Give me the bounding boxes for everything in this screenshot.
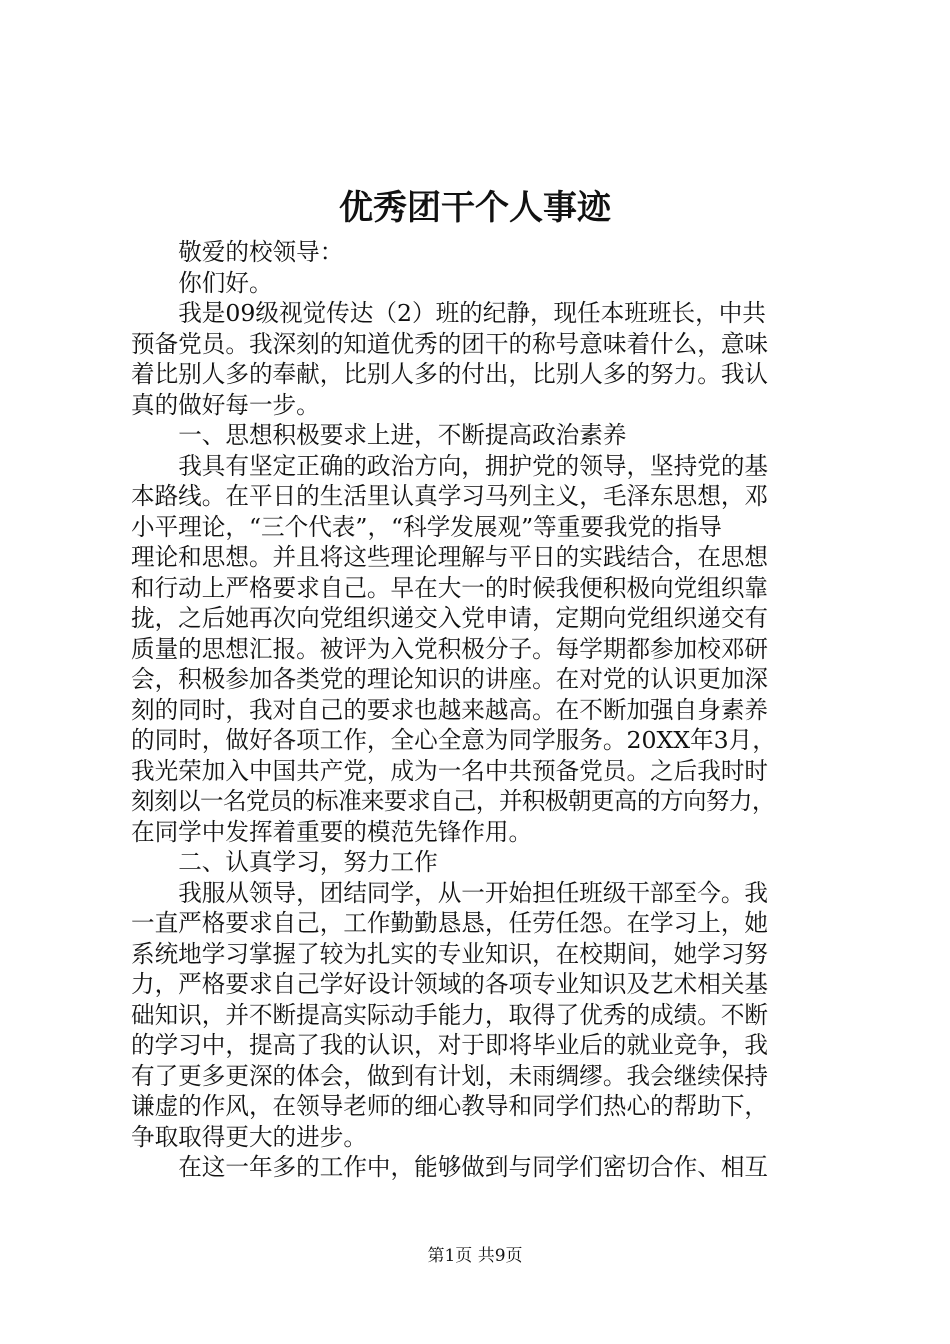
section2-line: 一直严格要求自己，工作勤勤恳恳，任劳任怨。在学习上，她 [131,909,769,937]
section1-line: 我具有坚定正确的政治方向，拥护党的领导，坚持党的基 [178,451,769,480]
section2-line: 础知识，并不断提高实际动手能力，取得了优秀的成绩。不断 [131,1000,769,1029]
section1-line: 刻的同时，我对自己的要求也越来越高。在不断加强自身素养 [131,695,769,724]
section2-line: 力，严格要求自己学好设计领域的各项专业知识及艺术相关基 [131,970,769,998]
intro-line: 我是09级视觉传达（2）班的纪静，现任本班班长，中共 [178,299,766,327]
section1-line: 理论和思想。并且将这些理论理解与平日的实践结合，在思想 [131,543,769,571]
document-body [131,237,843,1183]
page-footer: 第1页 共9页 [427,1246,523,1266]
section1-line: 的同时，做好各项工作，全心全意为同学服务。20XX年3月， [131,726,776,754]
section1-paragraph [131,451,843,848]
section1-line: 会，积极参加各类党的理论知识的讲座。在对党的认识更加深 [131,665,769,693]
section2-line: 的学习中，提高了我的认识，对于即将毕业后的就业竞争，我 [131,1031,769,1059]
section2-line: 我服从领导，团结同学，从一开始担任班级干部至今。我 [178,878,769,907]
section1-line: 和行动上严格要求自己。早在大一的时候我便积极向党组织靠 [131,573,769,602]
section1-line: 在同学中发挥着重要的模范先锋作用。 [131,817,533,846]
section3-paragraph [131,1152,843,1183]
section1-line: 拢，之后她再次向党组织递交入党申请，定期向党组织递交有 [131,604,769,632]
section2-line: 系统地学习掌握了较为扎实的专业知识，在校期间，她学习努 [131,939,769,968]
salutation-line: 你们好。 [178,268,273,297]
section2-line: 有了更多更深的体会，做到有计划，未雨绸缪。我会继续保持 [131,1061,769,1090]
section-heading-1: 一、思想积极要求上进，不断提高政治素养 [178,421,627,449]
section2-line: 谦虚的作风，在领导老师的细心教导和同学们热心的帮助下， [131,1092,769,1120]
section1-line: 我光荣加入中国共产党，成为一名中共预备党员。之后我时时 [131,756,769,785]
section1-line: 刻刻以一名党员的标准来要求自己，并积极朝更高的方向努力， [131,787,775,815]
intro-line: 预备党员。我深刻的知道优秀的团干的称号意味着什么，意味 [131,329,769,358]
intro-line: 真的做好每一步。 [131,390,320,419]
section3-line: 在这一年多的工作中，能够做到与同学们密切合作、相互 [178,1153,769,1181]
section2-line: 争取取得更大的进步。 [131,1122,367,1151]
section1-line: 本路线。在平日的生活里认真学习马列主义，毛泽东思想，邓 [131,482,769,510]
intro-line: 着比别人多的奉献，比别人多的付出，比别人多的努力。我认 [131,360,769,388]
section1-line: 小平理论，“三个代表”，“科学发展观”等重要我党的指导 [131,512,722,541]
greeting-line: 敬爱的校领导： [178,238,344,266]
section2-paragraph [131,878,843,1153]
intro-paragraph [131,298,843,420]
section1-line: 质量的思想汇报。被评为入党积极分子。每学期都参加校邓研 [131,634,769,663]
document-title: 优秀团干个人事迹 [339,188,611,228]
section-heading-2: 二、认真学习，努力工作 [178,848,438,876]
